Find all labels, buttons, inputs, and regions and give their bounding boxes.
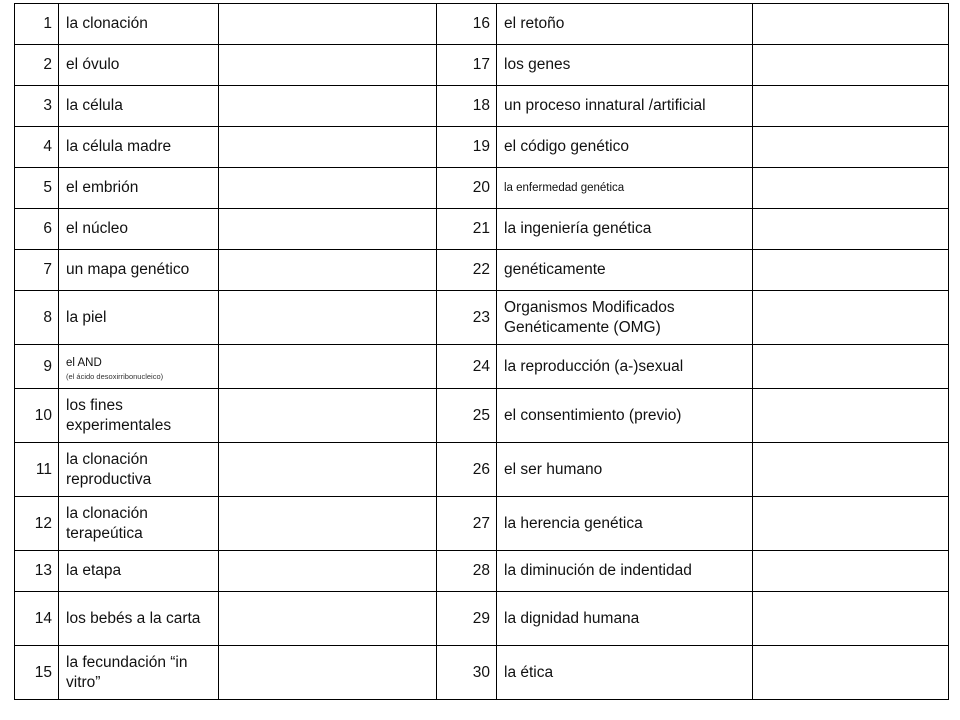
row-number: 23 xyxy=(437,291,497,345)
answer-cell xyxy=(753,345,949,389)
table-row xyxy=(15,86,949,127)
row-number: 15 xyxy=(15,646,59,700)
row-number: 9 xyxy=(15,345,59,389)
answer-cell xyxy=(753,168,949,209)
term-note: (el ácido desoxirribonucleico) xyxy=(66,371,164,381)
row-number: 3 xyxy=(15,86,59,127)
table-row xyxy=(15,497,949,551)
vocab-term: la fecundación “in vitro” xyxy=(59,646,219,700)
answer-cell xyxy=(219,86,437,127)
answer-cell xyxy=(753,250,949,291)
vocab-term: la dignidad humana xyxy=(497,592,753,646)
vocab-term: la célula madre xyxy=(59,127,219,168)
vocab-term: la etapa xyxy=(59,551,219,592)
answer-cell xyxy=(753,209,949,250)
row-number: 4 xyxy=(15,127,59,168)
answer-cell xyxy=(753,443,949,497)
row-number: 12 xyxy=(15,497,59,551)
vocab-term: los genes xyxy=(497,45,753,86)
table-row xyxy=(15,45,949,86)
row-number: 26 xyxy=(437,443,497,497)
answer-cell xyxy=(753,4,949,45)
table-row xyxy=(15,345,949,389)
vocab-term: el óvulo xyxy=(59,45,219,86)
row-number: 28 xyxy=(437,551,497,592)
answer-cell xyxy=(219,592,437,646)
answer-cell xyxy=(753,45,949,86)
row-number: 21 xyxy=(437,209,497,250)
vocab-term: el ser humano xyxy=(497,443,753,497)
table-row xyxy=(15,646,949,700)
answer-cell xyxy=(219,4,437,45)
table-row xyxy=(15,4,949,45)
vocab-term: los fines experimentales xyxy=(59,389,219,443)
vocab-term: la clonación xyxy=(59,4,219,45)
vocabulary-table xyxy=(14,3,949,700)
answer-cell xyxy=(219,345,437,389)
answer-cell xyxy=(219,551,437,592)
vocab-term: el consentimiento (previo) xyxy=(497,389,753,443)
vocab-term: el AND xyxy=(66,356,102,369)
row-number: 10 xyxy=(15,389,59,443)
answer-cell xyxy=(219,45,437,86)
table-row xyxy=(15,127,949,168)
answer-cell xyxy=(753,86,949,127)
row-number: 2 xyxy=(15,45,59,86)
answer-cell xyxy=(753,592,949,646)
vocab-term: la clonación reproductiva xyxy=(59,443,219,497)
vocab-term: el embrión xyxy=(59,168,219,209)
vocab-term: la ingeniería genética xyxy=(497,209,753,250)
vocab-term: la ética xyxy=(497,646,753,700)
row-number: 14 xyxy=(15,592,59,646)
answer-cell xyxy=(219,646,437,700)
vocab-term: el retoño xyxy=(497,4,753,45)
answer-cell xyxy=(753,127,949,168)
answer-cell xyxy=(219,250,437,291)
vocab-term: los bebés a la carta xyxy=(59,592,219,646)
row-number: 5 xyxy=(15,168,59,209)
answer-cell xyxy=(219,127,437,168)
row-number: 24 xyxy=(437,345,497,389)
row-number: 6 xyxy=(15,209,59,250)
vocab-term: genéticamente xyxy=(497,250,753,291)
table-row xyxy=(15,551,949,592)
vocab-term: Organismos Modificados Genéticamente (OMG) xyxy=(497,291,753,345)
answer-cell xyxy=(219,497,437,551)
answer-cell xyxy=(219,389,437,443)
row-number: 17 xyxy=(437,45,497,86)
vocab-term: el código genético xyxy=(497,127,753,168)
answer-cell xyxy=(219,209,437,250)
vocab-term: el núcleo xyxy=(59,209,219,250)
row-number: 20 xyxy=(437,168,497,209)
answer-cell xyxy=(753,551,949,592)
vocab-term: la reproducción (a-)sexual xyxy=(497,345,753,389)
vocab-term: la célula xyxy=(59,86,219,127)
table-row xyxy=(15,389,949,443)
answer-cell xyxy=(753,497,949,551)
table-row xyxy=(15,168,949,209)
row-number: 29 xyxy=(437,592,497,646)
row-number: 7 xyxy=(15,250,59,291)
table-row xyxy=(15,291,949,345)
row-number: 16 xyxy=(437,4,497,45)
answer-cell xyxy=(219,291,437,345)
row-number: 25 xyxy=(437,389,497,443)
row-number: 18 xyxy=(437,86,497,127)
vocab-term: la diminución de indentidad xyxy=(497,551,753,592)
table-row xyxy=(15,443,949,497)
row-number: 8 xyxy=(15,291,59,345)
answer-cell xyxy=(753,646,949,700)
vocab-term: la piel xyxy=(59,291,219,345)
vocab-term-with-note xyxy=(59,345,219,389)
table-row xyxy=(15,250,949,291)
row-number: 27 xyxy=(437,497,497,551)
answer-cell xyxy=(753,291,949,345)
row-number: 19 xyxy=(437,127,497,168)
vocab-term: la herencia genética xyxy=(497,497,753,551)
row-number: 13 xyxy=(15,551,59,592)
answer-cell xyxy=(753,389,949,443)
row-number: 22 xyxy=(437,250,497,291)
vocab-term: la clonación terapeútica xyxy=(59,497,219,551)
table-row xyxy=(15,592,949,646)
answer-cell xyxy=(219,168,437,209)
table-row xyxy=(15,209,949,250)
vocab-term: la enfermedad genética xyxy=(497,168,753,209)
vocab-term: un mapa genético xyxy=(59,250,219,291)
row-number: 11 xyxy=(15,443,59,497)
answer-cell xyxy=(219,443,437,497)
row-number: 30 xyxy=(437,646,497,700)
row-number: 1 xyxy=(15,4,59,45)
vocab-term: un proceso innatural /artificial xyxy=(497,86,753,127)
